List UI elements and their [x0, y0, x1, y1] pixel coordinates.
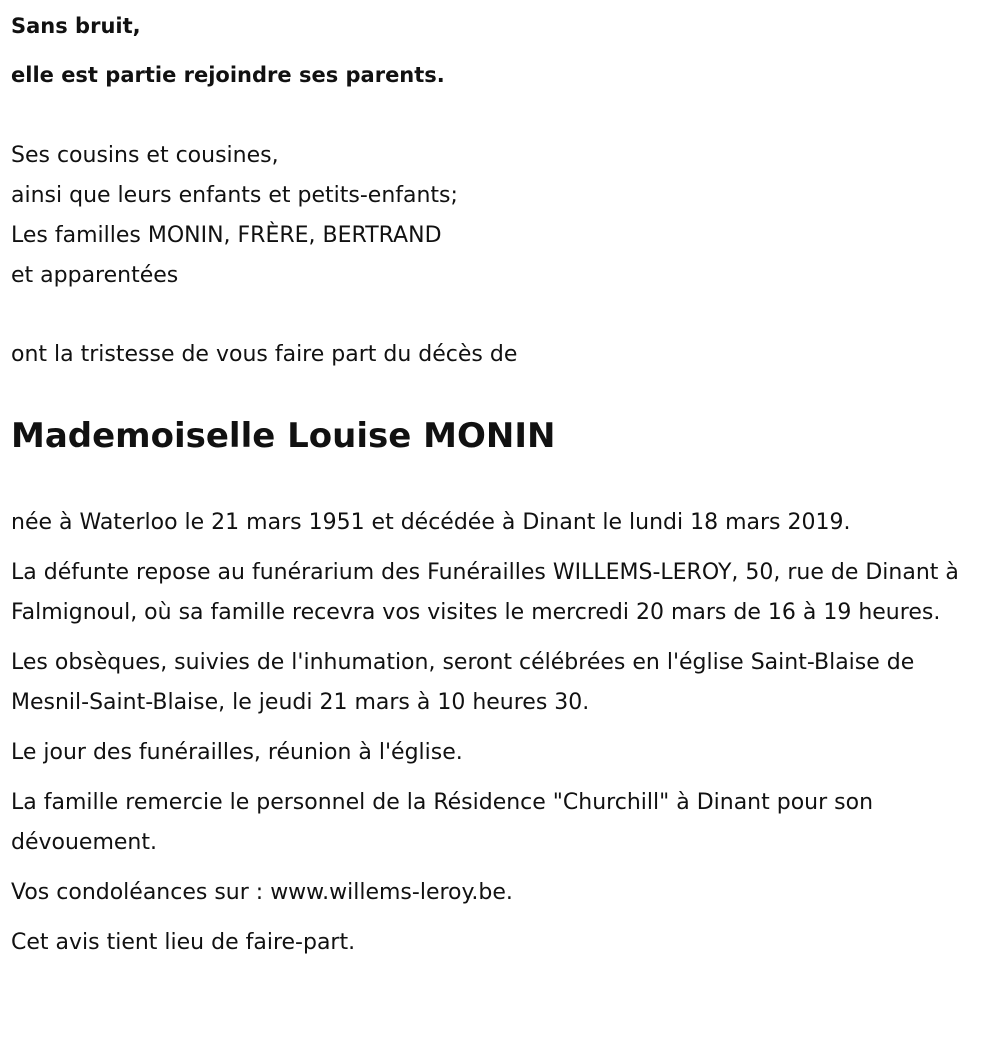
family-list — [11, 136, 458, 296]
notice-paragraph: Cet avis tient lieu de faire-part. — [11, 930, 356, 955]
ceremony-paragraph: Les obsèques, suivies de l'inhumation, seront célébrées en l'église Saint-Blaise de Mesnil-Saint-Blaise, le jeudi 21 mars à 10 heures 30. — [11, 650, 915, 715]
deceased-name: Mademoiselle Louise MONIN — [11, 416, 556, 456]
funeral-home-paragraph: La défunte repose au funérarium des Funérailles WILLEMS-LEROY, 50, rue de Dinant à Falmignoul, où sa famille recevra vos visites le mercredi 20 mars de 16 à 19 heures. — [11, 560, 959, 625]
thanks-paragraph: La famille remercie le personnel de la Résidence "Churchill" à Dinant pour son dévouement. — [11, 790, 874, 855]
family-line: Les familles MONIN, FRÈRE, BERTRAND — [11, 223, 442, 248]
family-line: et apparentées — [11, 263, 179, 288]
family-line: ainsi que leurs enfants et petits-enfants; — [11, 183, 458, 208]
condolences-paragraph: Vos condoléances sur : www.willems-leroy.be. — [11, 880, 513, 905]
family-line: Ses cousins et cousines, — [11, 143, 279, 168]
meeting-paragraph: Le jour des funérailles, réunion à l'église. — [11, 740, 463, 765]
intro-line-2: elle est partie rejoindre ses parents. — [11, 63, 445, 87]
details-section — [11, 503, 986, 973]
intro-line-1: Sans bruit, — [11, 14, 141, 38]
birth-death-paragraph: née à Waterloo le 21 mars 1951 et décédée à Dinant le lundi 18 mars 2019. — [11, 510, 851, 535]
announcement-text: ont la tristesse de vous faire part du décès de — [11, 342, 518, 367]
